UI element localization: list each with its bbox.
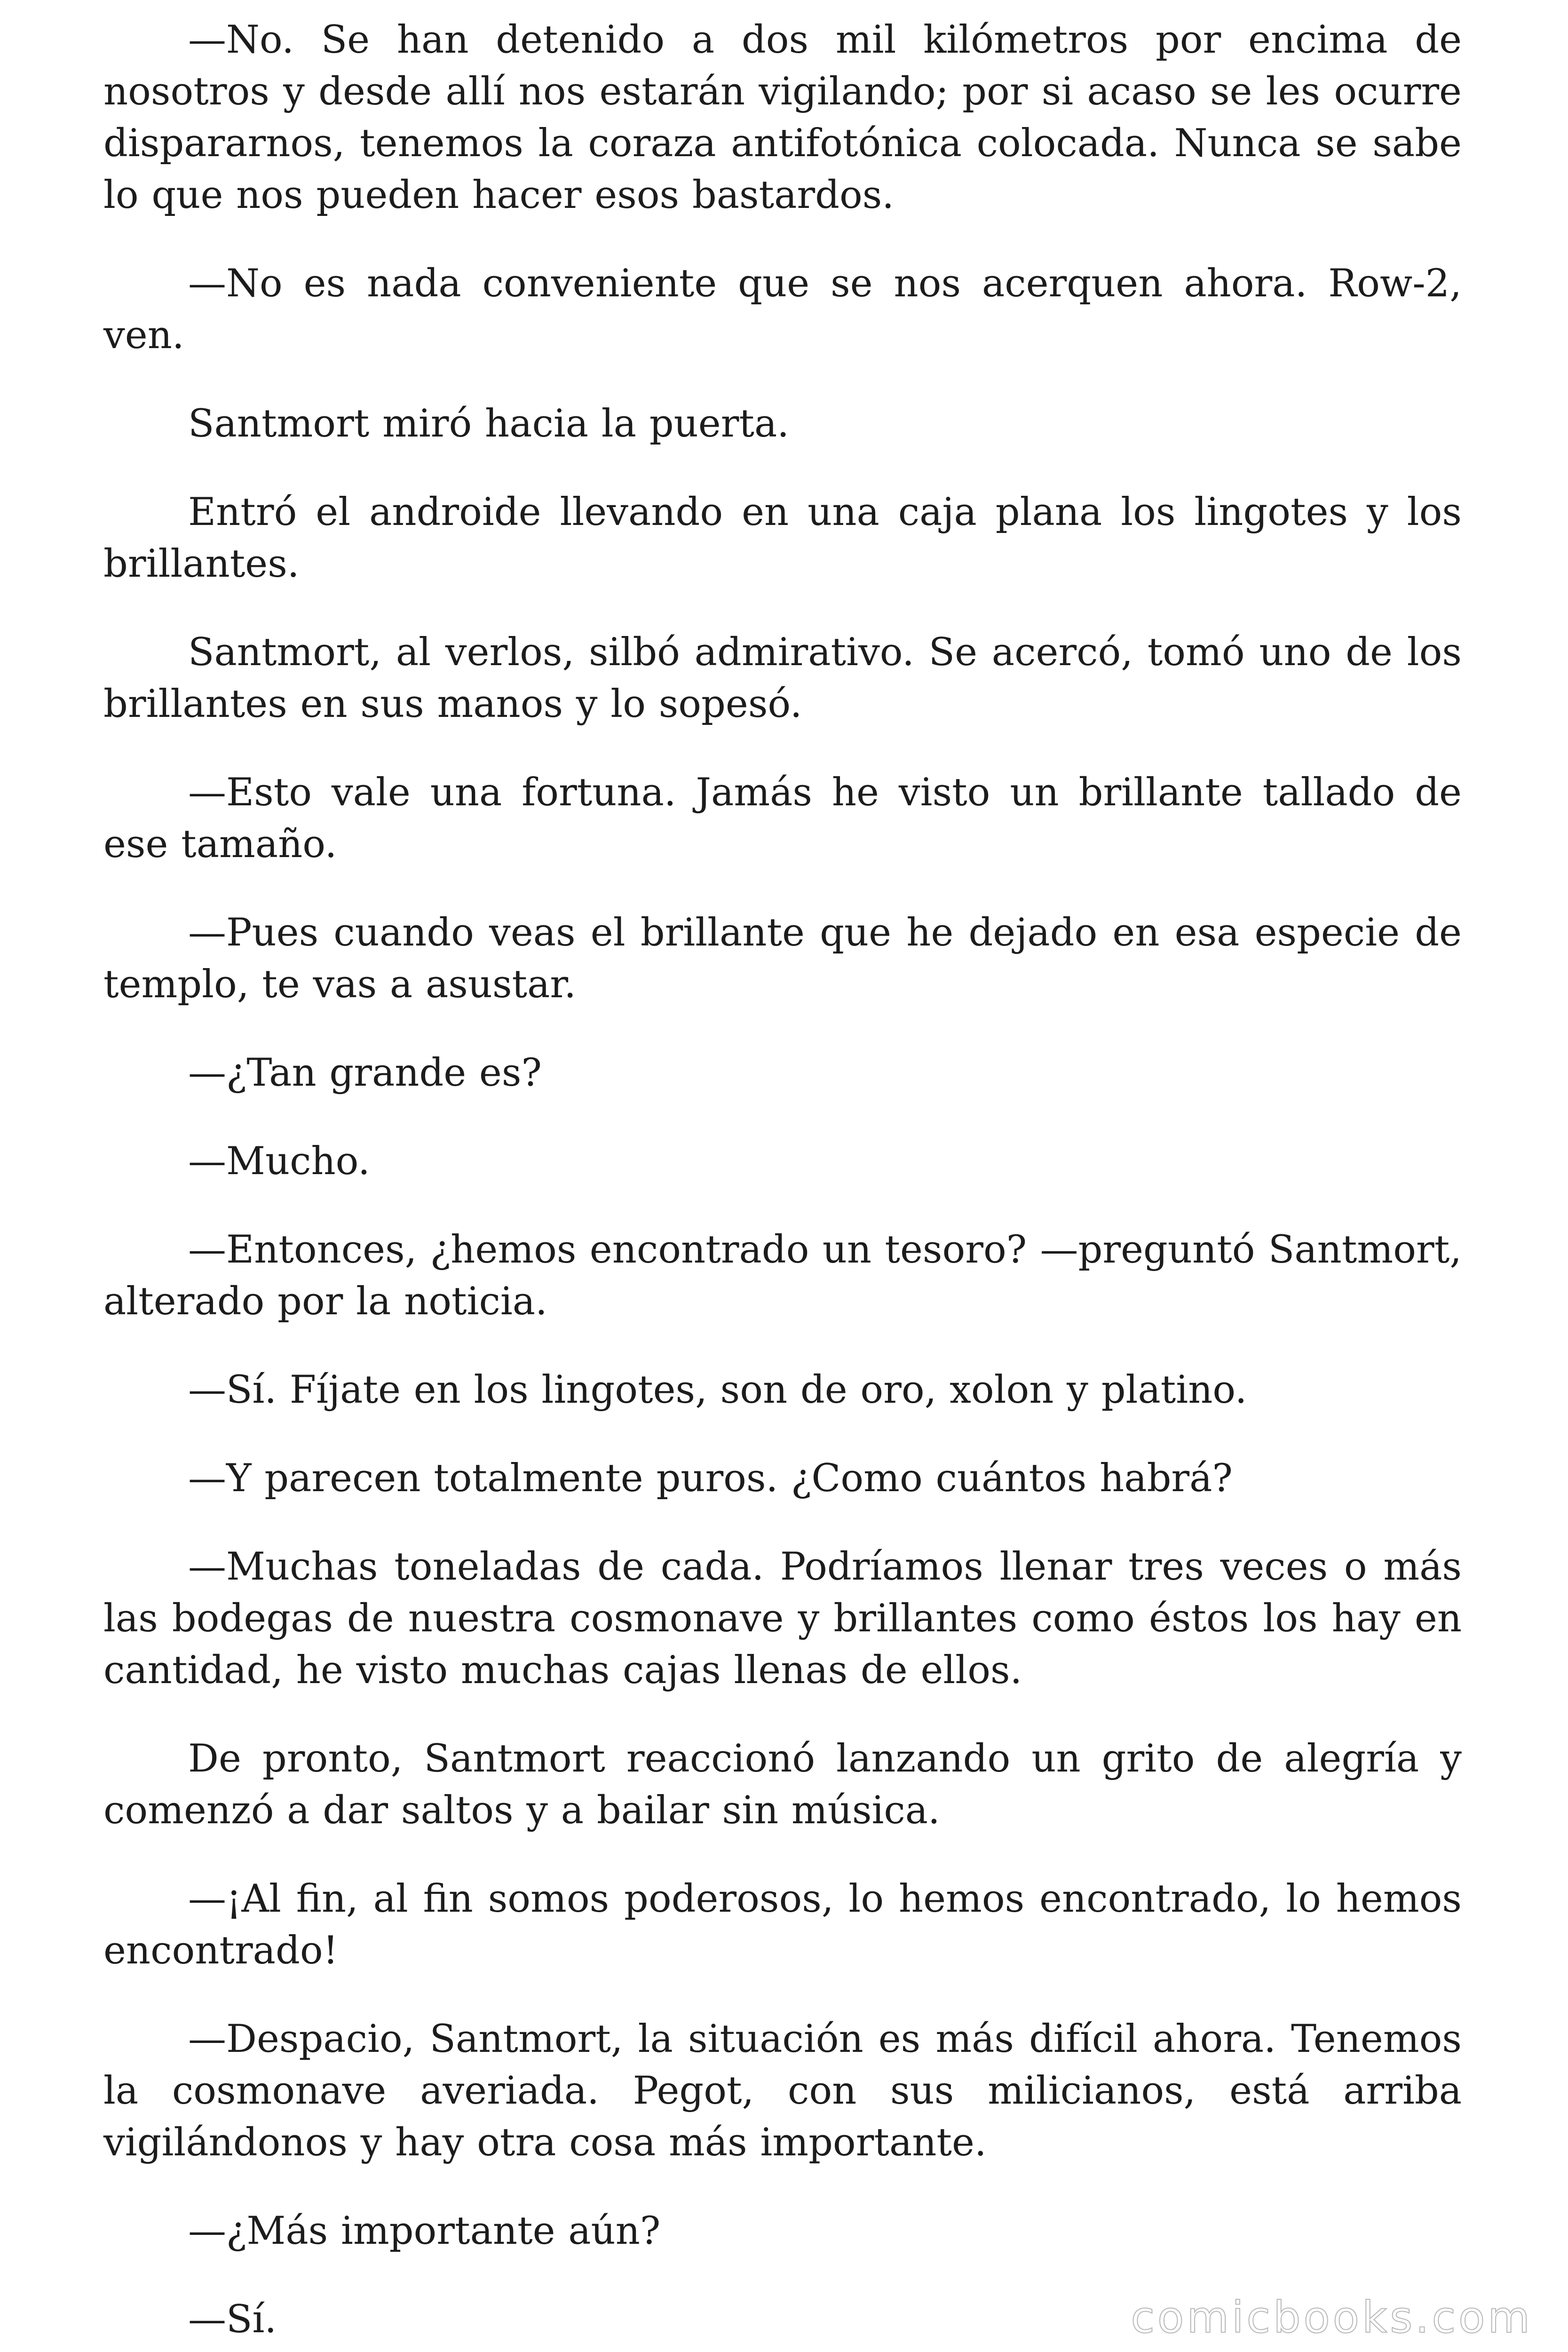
watermark: comicbooks.com	[1131, 2292, 1533, 2343]
paragraph-14: De pronto, Santmort reaccionó lanzando un grito de alegría y comenzó a dar saltos y a bailar sin música.	[103, 1737, 1462, 1833]
paragraph-11: —Sí. Fíjate en los lingotes, son de oro, xolon y platino.	[188, 1368, 1247, 1412]
paragraph-2: —No es nada conveniente que se nos acerquen ahora. Row-2, ven.	[103, 262, 1462, 358]
paragraph-1: —No. Se han detenido a dos mil kilómetros por encima de nosotros y desde allí nos estarán vigilando; por si acaso se les ocurre dispararnos, tenemos la coraza antifotónica colocada. Nunca se sabe lo que nos pueden hacer esos bastardos.	[103, 18, 1462, 217]
book-page	[103, 14, 1462, 2352]
paragraph-10: —Entonces, ¿hemos encontrado un tesoro? —preguntó Santmort, alterado por la noticia.	[103, 1228, 1462, 1324]
paragraph-9: —Mucho.	[188, 1139, 370, 1184]
paragraph-18: —Sí.	[188, 2297, 277, 2342]
paragraph-17: —¿Más importante aún?	[188, 2209, 661, 2253]
paragraph-13: —Muchas toneladas de cada. Podríamos llenar tres veces o más las bodegas de nuestra cosmonave y brillantes como éstos los hay en cantidad, he visto muchas cajas llenas de ellos.	[103, 1545, 1462, 1692]
paragraph-7: —Pues cuando veas el brillante que he dejado en esa especie de templo, te vas a asustar.	[103, 911, 1462, 1007]
paragraph-8: —¿Tan grande es?	[188, 1051, 542, 1095]
paragraph-5: Santmort, al verlos, silbó admirativo. Se acercó, tomó uno de los brillantes en sus manos y lo sopesó.	[103, 630, 1462, 726]
paragraph-15: —¡Al fin, al fin somos poderosos, lo hemos encontrado, lo hemos encontrado!	[103, 1877, 1462, 1973]
paragraph-12: —Y parecen totalmente puros. ¿Como cuántos habrá?	[188, 1456, 1233, 1501]
paragraph-16: —Despacio, Santmort, la situación es más difícil ahora. Tenemos la cosmonave averiada. Pegot, con sus milicianos, está arriba vigilándonos y hay otra cosa más importante.	[103, 2017, 1462, 2165]
paragraph-3: Santmort miró hacia la puerta.	[188, 402, 790, 446]
paragraph-6: —Esto vale una fortuna. Jamás he visto un brillante tallado de ese tamaño.	[103, 771, 1462, 866]
paragraph-4: Entró el androide llevando en una caja plana los lingotes y los brillantes.	[103, 490, 1462, 586]
